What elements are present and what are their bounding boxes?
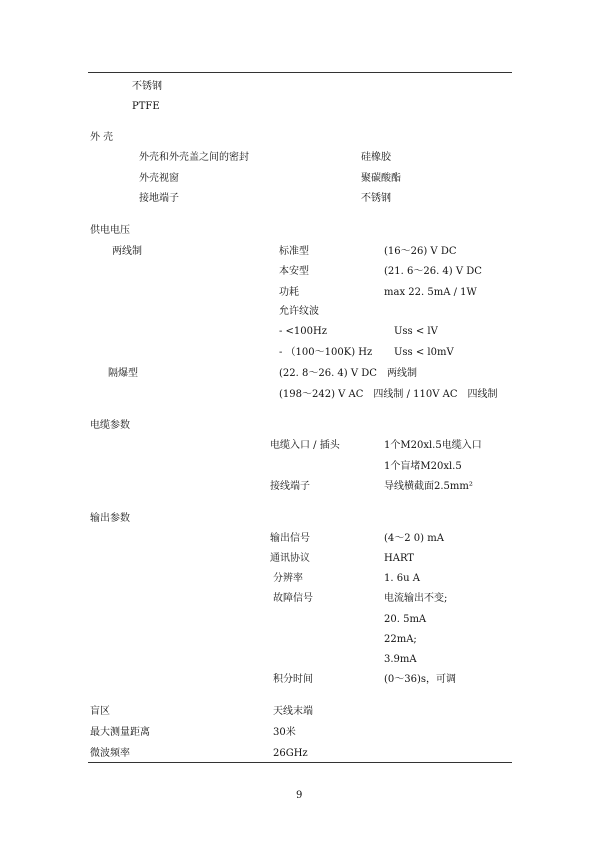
consumption-value: max 22. 5mA / 1W (384, 287, 477, 298)
cable-entry-value-1: 1个M20xl.5电缆入口 (384, 440, 482, 451)
housing-seal-label: 外壳和外壳盖之间的密封 (139, 152, 249, 163)
fault-value-4: 3.9mA (384, 654, 417, 665)
protocol-value: HART (384, 553, 414, 564)
max-distance-value: 30米 (273, 727, 296, 738)
housing-ground-value: 不锈钢 (361, 193, 391, 204)
consumption-label: 功耗 (279, 287, 299, 298)
terminal-label: 接线端子 (270, 481, 310, 492)
cable-entry-value-2: 1个盲堵M20xl.5 (384, 461, 462, 472)
frequency-value: 26GHz (273, 748, 308, 759)
material-line-1: 不锈钢 (132, 81, 162, 92)
bottom-rule (88, 762, 512, 763)
housing-window-label: 外壳视窗 (139, 173, 179, 184)
blind-zone-label: 盲区 (90, 706, 110, 717)
intrinsic-label: 本安型 (279, 266, 309, 277)
ripple-row2-range: - （100～100K) Hz (279, 347, 373, 358)
fault-label: 故障信号 (273, 593, 313, 604)
protocol-label: 通讯协议 (270, 553, 310, 564)
ripple-row1-range: - <100Hz (279, 326, 328, 337)
explosion-proof-line-1: (22. 8～26. 4) V DC 两线制 (279, 368, 417, 379)
resolution-label: 分辨率 (273, 573, 303, 584)
ripple-label: 允许纹波 (279, 306, 319, 317)
max-distance-label: 最大测量距离 (90, 727, 150, 738)
output-signal-value: (4～2 0) mA (384, 533, 444, 544)
top-rule (88, 72, 512, 73)
explosion-proof-line-2: (198～242) V AC 四线制 / 110V AC 四线制 (279, 389, 498, 400)
fault-value-1: 电流输出不变; (384, 593, 448, 604)
standard-label: 标准型 (279, 246, 309, 257)
integration-label: 积分时间 (273, 674, 313, 685)
intrinsic-value: (21. 6～26. 4) V DC (384, 266, 482, 277)
housing-seal-value: 硅橡胶 (361, 152, 391, 163)
section-title-cable: 电缆参数 (90, 420, 130, 431)
section-title-housing: 外 壳 (90, 132, 114, 143)
page-number: 9 (296, 790, 303, 801)
ripple-row2-value: Uss < l0mV (394, 347, 454, 358)
section-title-power: 供电电压 (90, 225, 130, 236)
resolution-value: 1. 6u A (384, 573, 420, 584)
fault-value-3: 22mA; (384, 634, 417, 645)
section-title-output: 输出参数 (90, 513, 130, 524)
fault-value-2: 20. 5mA (384, 614, 427, 625)
blind-zone-value: 天线末端 (273, 706, 313, 717)
material-line-2: PTFE (132, 101, 160, 112)
output-signal-label: 输出信号 (270, 533, 310, 544)
explosion-proof-label: 隔爆型 (108, 368, 138, 379)
cable-entry-label: 电缆入口 / 插头 (270, 440, 340, 451)
two-wire-label: 两线制 (112, 246, 142, 257)
integration-value: (0～36)s，可调 (384, 674, 457, 685)
frequency-label: 微波频率 (90, 748, 130, 759)
ripple-row1-value: Uss < lV (394, 326, 438, 337)
housing-window-value: 聚碳酸酯 (361, 173, 401, 184)
standard-value: (16～26) V DC (384, 246, 457, 257)
terminal-value: 导线横截面2.5mm² (384, 481, 473, 492)
housing-ground-label: 接地端子 (139, 193, 179, 204)
